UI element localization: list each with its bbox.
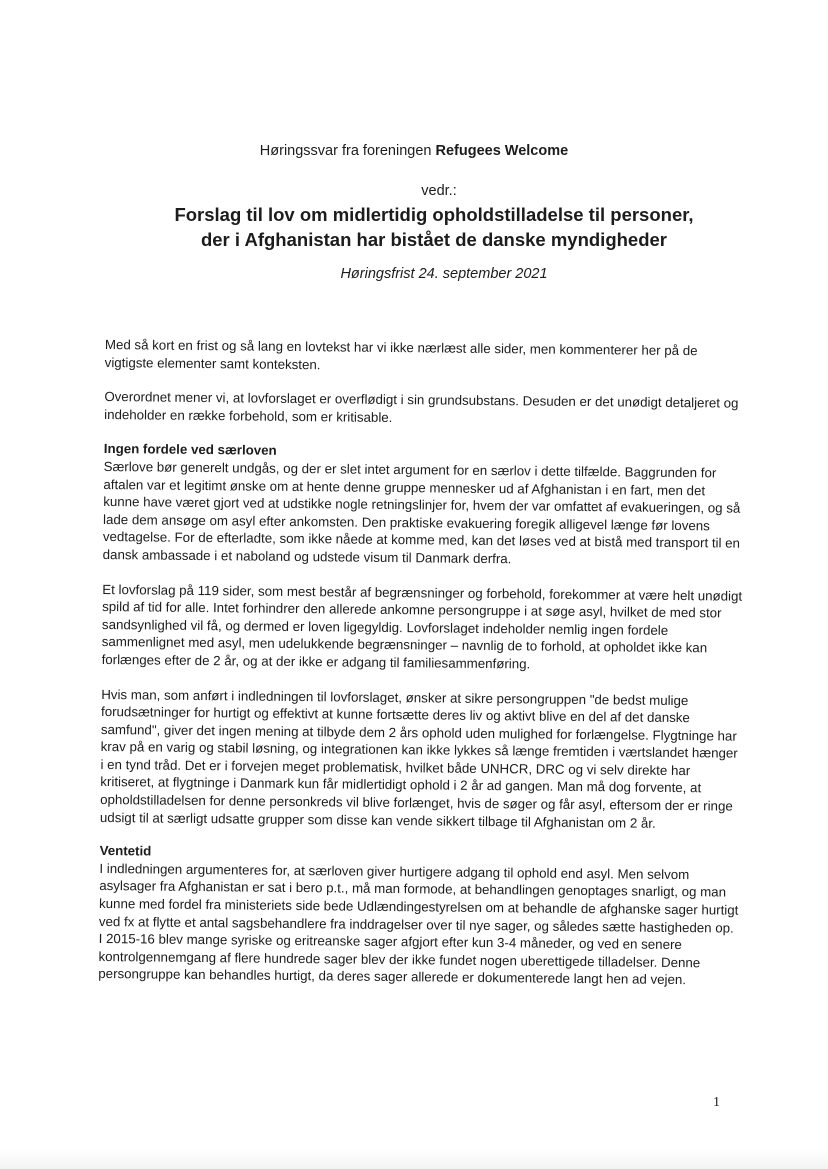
vedr-label: vedr.: xyxy=(421,183,457,199)
scan-edge xyxy=(0,1150,828,1169)
organization-line xyxy=(0,143,828,159)
paragraph-waiting-time: I indledningen argumenteres for, at særloven giver hurtigere adgang til ophold end asyl. Men selvom asylsager fra Afghanistan er sat i bero p.t., må man formode, at behandlingen genoptages snarligt, og man kunne med fordel fra ministeriets side bede Udlændingestyrelsen om at behandle de afghanske sager hurtigt ved fx at flytte et antal sagsbehandlere fra inddragelser over til nye sager, og således sætte hastigheden op. I 2015-16 blev mange syriske og eritreanske sager afgjort efter kun 3-4 måneder, og ved en senere kontrolgennemgang af flere hundrede sager blev der ikke fundet nogen uberettigede tilladelser. Denne persongruppe kan behandles hurtigt, da deres sager allerede er dokumenterede langt hen ad vejen. xyxy=(98,860,739,988)
section-heading-no-benefits: Ingen fordele ved særloven xyxy=(103,441,277,459)
paragraph-bill-length: Et lovforslag på 119 sider, som mest består af begrænsninger og forbehold, forekommer at være helt unødigt spild af tid for alle. Intet forhindrer den allerede ankomne persongruppe i at søge asyl, hvilket de med stor sandsynlighed vil få, og dermed er loven ligegyldig. Lovforslaget indeholder nemlig ingen fordele sammenlignet med asyl, men udelukkende begrænsninger – navnlig de to forhold, at opholdet ikke kan forlænges efter de 2 år, og at der ikke er adgang til familiesammenføring. xyxy=(101,581,743,672)
title-line-2: der i Afghanistan har bistået de danske myndigheder xyxy=(200,229,668,250)
paragraph-special-laws: Særlove bør generelt undgås, og der er slet intet argument for en særlov i dette tilfælde. Baggrunden for aftalen var et legitimt ønske om at hente denne gruppe mennesker ud af Afghanistan i en fart, men det kunne have været gjort ved at udstikke nogle retningslinjer for, hvem der var omfattet af evakueringen, og så lade dem ansøge om asyl efter ankomsten. Den praktiske evakuering foregik alligevel længe før lovens vedtagelse. For de efterladte, som ikke nåede at komme med, kan det løses ved at bistå med transport til en dansk ambassade i et naboland og udstede visum til Danmark derfra. xyxy=(102,458,741,567)
paragraph-integration: Hvis man, som anført i indledningen til lovforslaget, ønsker at sikre persongruppen "de bedst mulige forudsætninger for hurtigt og effektivt at kunne fortsætte deres liv og aktivt blive en del af det danske samfund", giver det ingen mening at tilbyde dem 2 års ophold uden mulighed for forlængelse. Flygtninge har krav på en varig og stabil løsning, og integrationen kan ikke lykkes så længe fremtiden i værtslandet hænger i en tynd tråd. Det er i forvejen meget problematisk, hvilket både UNHCR, DRC og vi selv direkte har kritiseret, at flygtninge i Danmark kun får midlertidigt ophold i 2 år ad gangen. Man må dog forvente, at opholdstilladelsen for denne personkreds vil blive forlænget, hvis de søger og får asyl, eftersom der er ringe udsigt til at særligt udsatte grupper som disse kan vende sikkert tilbage til Afghanistan om 2 år. xyxy=(99,686,738,831)
document-title xyxy=(20,202,828,252)
section-heading-waiting-time: Ventetid xyxy=(99,843,152,859)
hearing-deadline: Høringsfrist 24. september 2021 xyxy=(340,266,548,282)
page-number: 1 xyxy=(713,1095,720,1110)
title-line-1: Forslag til lov om midlertidig opholdstilladelse til personer, xyxy=(174,204,694,225)
organization-name: Refugees Welcome xyxy=(435,143,569,159)
paragraph-overall: Overordnet mener vi, at lovforslaget er overflødigt i sin grundsubstans. Desuden er det unødigt detaljeret og indeholder en række forbehold, som er kritisable. xyxy=(104,389,739,425)
paragraph-intro: Med så kort en frist og så lang en lovtekst har vi ikke nærlæst alle sider, men kommenterer her på de vigtigste elementer samt konteksten. xyxy=(104,336,698,372)
organization-prefix: Høringssvar fra foreningen xyxy=(259,143,436,159)
document-body xyxy=(98,336,745,1007)
